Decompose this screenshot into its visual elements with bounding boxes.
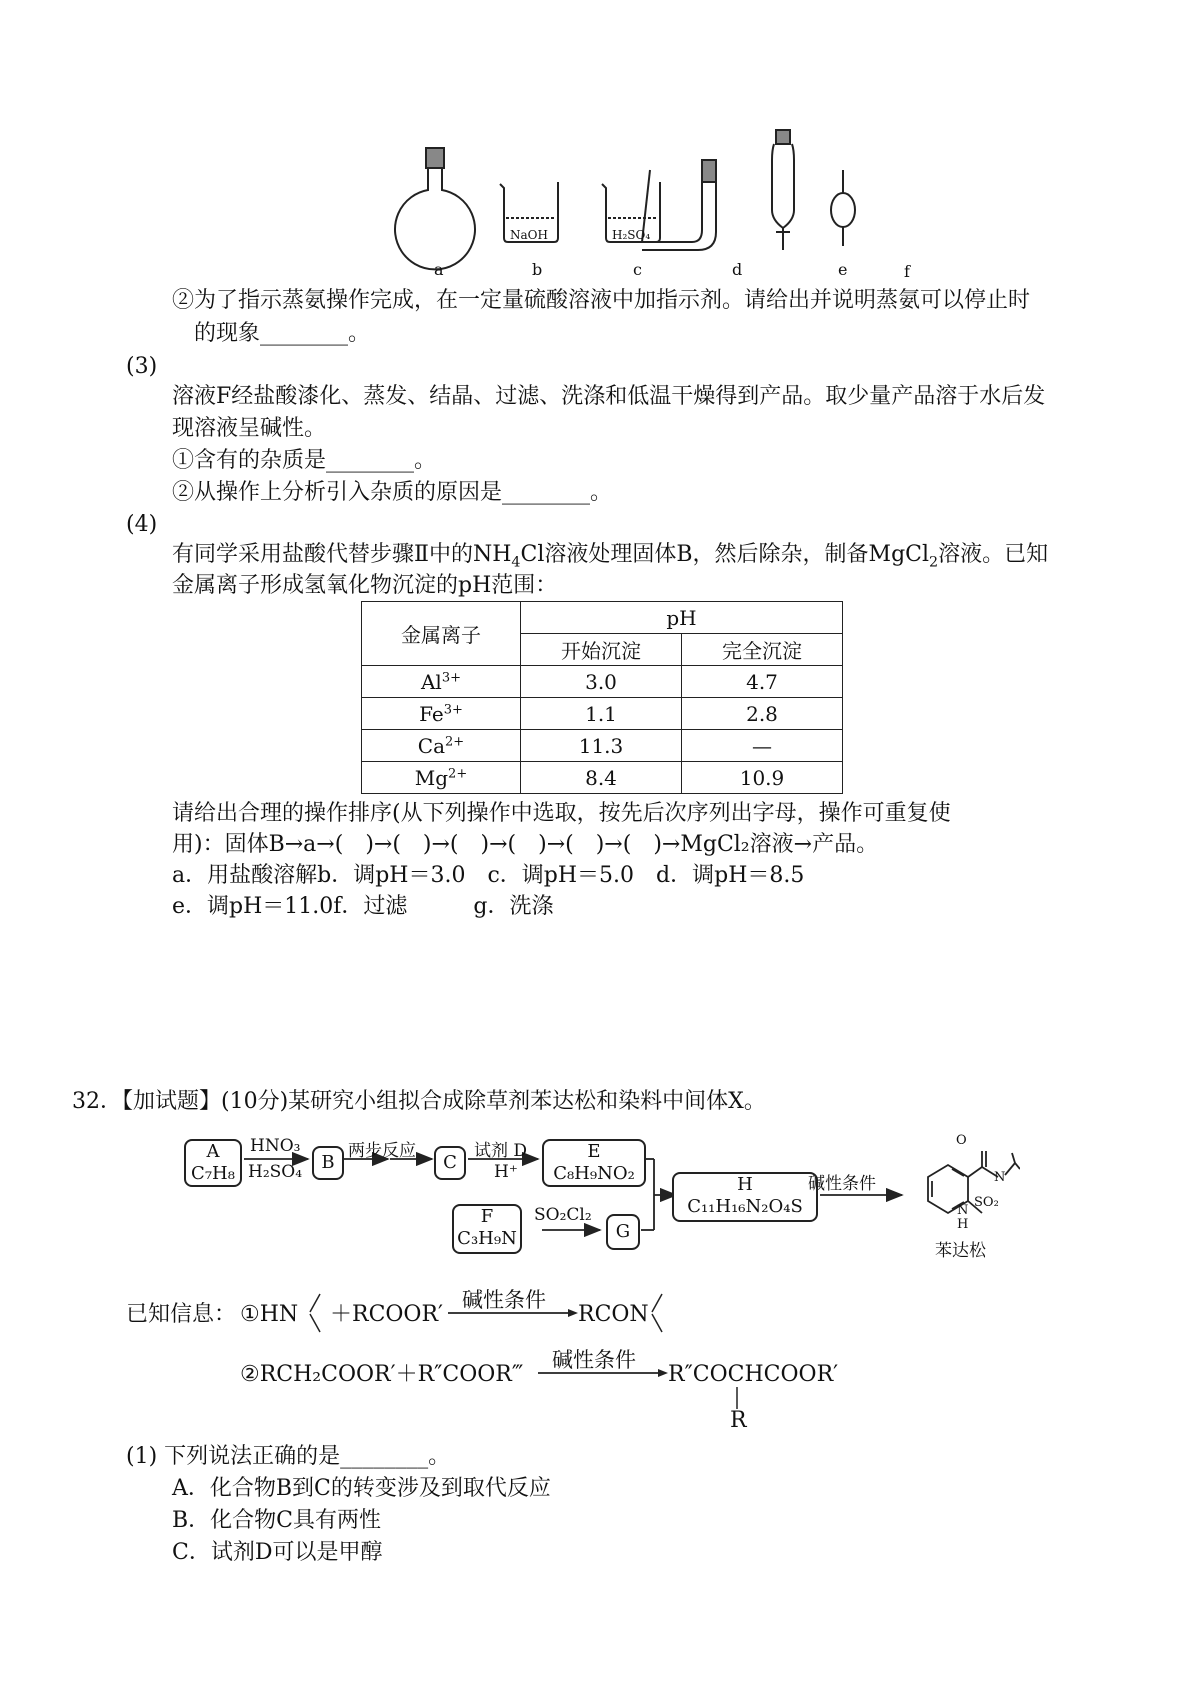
q4-options1: a．用盐酸溶解b．调pH＝3.0 c．调pH＝5.0 d．调pH＝8.5 [172,863,805,888]
info2-condition: 碱性条件 [552,1348,636,1372]
q4-line1-b: Cl溶液处理固体B，然后除杂，制备MgCl [520,542,930,567]
apparatus-label-f: f [904,262,910,281]
reagent-5-top: 碱性条件 [808,1174,876,1194]
q4-line1-a: 有同学采用盐酸代替步骤Ⅱ中的NH [172,542,512,567]
q3-line2: 现溶液呈碱性。 [172,416,327,441]
table-row [362,762,843,794]
product-name: 苯达松 [935,1241,986,1261]
start-value: 8.4 [521,762,682,794]
q3-item2: ②从操作上分析引入杂质的原因是________。 [172,480,613,505]
compound-G-letter: G [615,1221,631,1242]
q4-options2: e．调pH＝11.0f．过滤 g．洗涤 [172,894,554,919]
compound-A-box [184,1139,242,1187]
product-atom-H: H [957,1217,969,1232]
reagent-4-top: SO₂Cl₂ [534,1205,592,1225]
q4-after2: 用)：固体B→a→( )→( )→( )→( )→( )→( )→MgCl₂溶液→产品。 [172,832,879,857]
ion-charge: 3+ [443,701,463,717]
product-atom-SO2: SO₂ [974,1195,999,1210]
q32-option-c: C．试剂D可以是甲醇 [172,1540,383,1565]
apparatus-label-c: c [633,260,642,279]
compound-F-box [452,1204,522,1254]
compound-C-letter: C [443,1152,457,1173]
q3-line1: 溶液F经盐酸漆化、蒸发、结晶、过滤、洗涤和低温干燥得到产品。取少量产品溶于水后发 [172,384,1046,409]
th-complete: 完全沉淀 [682,634,843,666]
compound-B-box [312,1146,344,1180]
th-start: 开始沉淀 [521,634,682,666]
complete-value: 2.8 [682,698,843,730]
info1-left: ①HN [240,1302,299,1327]
q32-heading: 32．【加试题】(10分)某研究小组拟合成除草剂苯达松和染料中间体X。 [72,1089,766,1114]
reagent-3-bottom: H⁺ [494,1162,518,1182]
compound-E-formula: C₈H₉NO₂ [553,1163,635,1184]
complete-value: 10.9 [682,762,843,794]
info1-mid: ＋RCOOR′ [330,1302,444,1327]
start-value: 11.3 [521,730,682,762]
q32-option-b: B．化合物C具有两性 [172,1508,382,1533]
reagent-2-top: 两步反应 [348,1141,416,1161]
product-atom-O: O [956,1133,967,1148]
info2-R: R [730,1408,747,1433]
compound-F-formula: C₃H₉N [457,1228,517,1249]
q4-number: (4) [126,512,158,537]
compound-C-box [434,1146,466,1180]
reagent-1-bottom: H₂SO₄ [248,1162,303,1182]
apparatus-label-b: b [532,260,543,279]
table-row [362,666,843,698]
compound-H-box [672,1172,818,1222]
q32-option-a: A．化合物B到C的转变涉及到取代反应 [172,1476,551,1501]
info1-bonds-left [308,1288,324,1338]
q3-item1: ①含有的杂质是________。 [172,448,437,473]
compound-H-letter: H [737,1174,753,1195]
ion-name: Mg [414,765,449,790]
compound-F-letter: F [480,1206,494,1227]
compound-B-letter: B [321,1152,335,1173]
th-ion: 金属离子 [362,602,521,666]
info1-condition: 碱性条件 [462,1288,546,1312]
table-row [362,730,843,762]
info1-bonds-right [650,1288,666,1338]
ion-name: Al [420,669,442,694]
beaker-c-label: H₂SO₄ [612,228,651,242]
compound-H-formula: C₁₁H₁₆N₂O₄S [687,1196,803,1217]
info1-right: RCON [578,1302,649,1327]
ion-name: Fe [419,701,444,726]
q4-line1: 有同学采用盐酸代替步骤Ⅱ中的$NH_4Cl$溶液处理固体B，然后除杂，制备MgCl$_2$溶液。已知 [172,542,1049,571]
ion-charge: 2+ [445,733,465,749]
ion-charge: 2+ [448,765,468,781]
th-ph: pH [521,602,843,634]
compound-G-box [606,1214,640,1250]
info2-arrow [538,1366,668,1380]
beaker-b-label: NaOH [510,228,548,242]
complete-value: 4.7 [682,666,843,698]
info2-right: R″COCHCOOR′ [668,1362,839,1387]
product-atom-N: N [994,1170,1006,1185]
q4-line1-c: 溶液。已知 [938,542,1049,567]
apparatus-figure [380,120,940,285]
table-row [362,698,843,730]
ion-charge: 3+ [441,669,461,685]
info1-arrow [448,1306,578,1320]
compound-A-formula: C₇H₈ [191,1163,235,1184]
ion-name: Ca [417,733,446,758]
complete-value: — [682,730,843,762]
apparatus-label-a: a [434,260,444,279]
apparatus-label-e: e [838,260,848,279]
reagent-3-top: 试剂 D [474,1141,528,1161]
q4-line2: 金属离子形成氢氧化物沉淀的pH范围： [172,573,558,598]
known-label: 已知信息： [126,1302,237,1327]
compound-A-letter: A [206,1141,220,1162]
start-value: 1.1 [521,698,682,730]
q2-item2-line2: 的现象________。 [194,321,371,346]
product-atom-N2: N [957,1203,969,1218]
apparatus-label-d: d [732,260,743,279]
reagent-1-top: HNO₃ [250,1136,301,1156]
start-value: 3.0 [521,666,682,698]
q32-sub1-question: (1) 下列说法正确的是________。 [126,1444,451,1469]
compound-E-box [542,1139,646,1187]
q2-item2-line1: ②为了指示蒸氨操作完成，在一定量硫酸溶液中加指示剂。请给出并说明蒸氨可以停止时 [172,288,1031,313]
compound-E-letter: E [587,1141,601,1162]
ph-table [361,601,843,794]
q3-number: (3) [126,354,158,379]
info2-left: ②RCH₂COOR′＋R″COOR‴ [240,1362,524,1387]
q4-after1: 请给出合理的操作排序(从下列操作中选取，按先后次序列出字母，操作可重复使 [172,801,951,826]
